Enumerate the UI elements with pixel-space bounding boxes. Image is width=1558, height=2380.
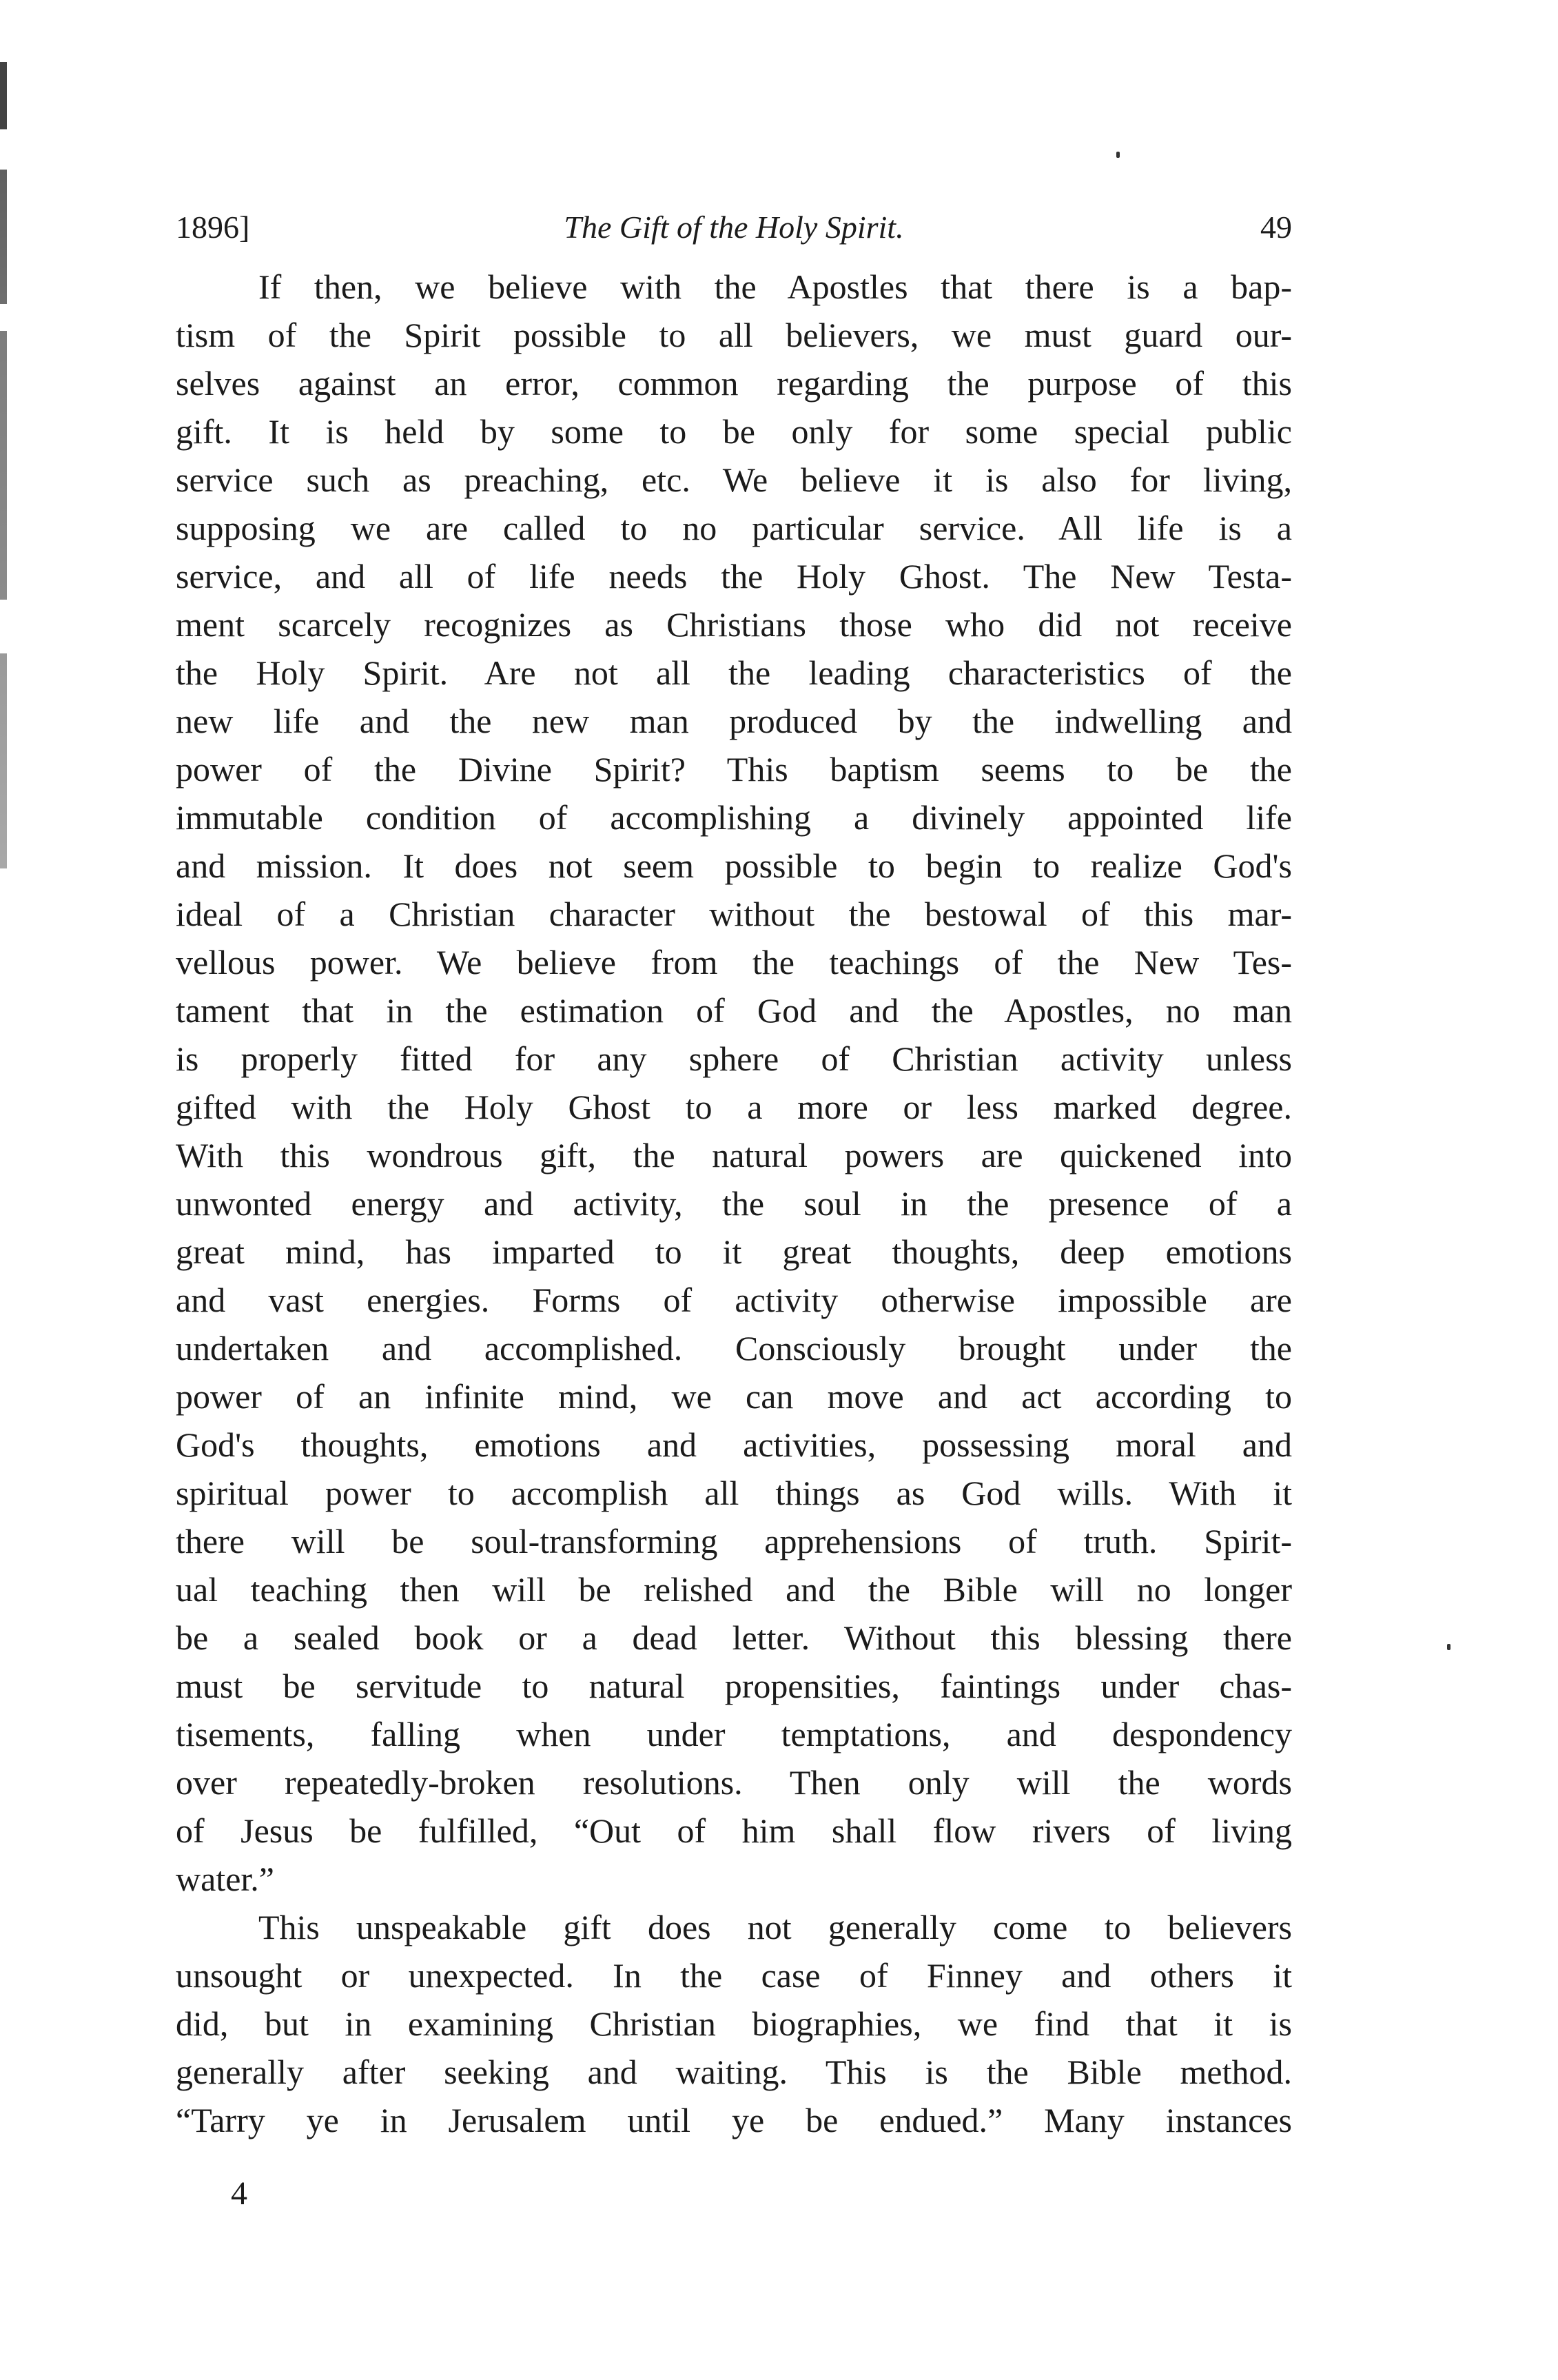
paragraph xyxy=(176,263,1292,1903)
text-line: and mission. It does not seem possible to begin to realize God's xyxy=(176,846,1292,885)
text-line: spiritual power to accomplish all things as God wills. With it xyxy=(176,1474,1292,1512)
page-edge-mark xyxy=(0,62,7,1406)
text-line: must be servitude to natural propensities, faintings under chas- xyxy=(176,1667,1292,1705)
text-line: God's thoughts, emotions and activities, possessing moral and xyxy=(176,1425,1292,1464)
text-line: With this wondrous gift, the natural powers are quickened into xyxy=(176,1136,1292,1174)
body-text xyxy=(176,263,1292,2144)
paper-speck xyxy=(1116,152,1120,158)
text-line: is properly fitted for any sphere of Christian activity unless xyxy=(176,1039,1292,1078)
paragraphs xyxy=(176,263,1292,2144)
text-line: unwonted energy and activity, the soul in the presence of a xyxy=(176,1184,1292,1223)
text-line: service, and all of life needs the Holy Ghost. The New Testa- xyxy=(176,557,1292,596)
text-line: the Holy Spirit. Are not all the leading characteristics of the xyxy=(176,653,1292,692)
text-line: tament that in the estimation of God and the Apostles, no man xyxy=(176,991,1292,1030)
running-header xyxy=(176,196,1292,258)
text-line: and vast energies. Forms of activity otherwise impossible are xyxy=(176,1281,1292,1319)
text-line: power of the Divine Spirit? This baptism seems to be the xyxy=(176,750,1292,789)
text-line: there will be soul-transforming apprehensions of truth. Spirit- xyxy=(176,1522,1292,1560)
book-page xyxy=(176,196,1292,2144)
text-line: “Tarry ye in Jerusalem until ye be endued.” Many instances xyxy=(176,2101,1292,2139)
header-year: 1896] xyxy=(176,210,250,245)
text-line: of Jesus be fulfilled, “Out of him shall flow rivers of living xyxy=(176,1811,1292,1850)
text-line: ideal of a Christian character without the bestowal of this mar- xyxy=(176,895,1292,933)
text-line: tism of the Spirit possible to all believers, we must guard our- xyxy=(176,316,1292,354)
text-line: immutable condition of accomplishing a divinely appointed life xyxy=(176,798,1292,837)
text-line: tisements, falling when under temptations, and despondency xyxy=(176,1715,1292,1753)
text-line: generally after seeking and waiting. This is the Bible method. xyxy=(176,2053,1292,2091)
text-line: ual teaching then will be relished and the Bible will no longer xyxy=(176,1570,1292,1609)
text-line: water.” xyxy=(176,1860,274,1898)
text-line: undertaken and accomplished. Consciously brought under the xyxy=(176,1329,1292,1367)
text-line: great mind, has imparted to it great thoughts, deep emotions xyxy=(176,1232,1292,1271)
text-line: This unspeakable gift does not generally come to believers xyxy=(258,1908,1292,1946)
text-line: ment scarcely recognizes as Christians those who did not receive xyxy=(176,605,1292,644)
text-line: new life and the new man produced by the indwelling and xyxy=(176,702,1292,740)
text-line: If then, we believe with the Apostles that there is a bap- xyxy=(258,267,1292,306)
paragraph xyxy=(176,1903,1292,2144)
text-line: supposing we are called to no particular service. All life is a xyxy=(176,509,1292,547)
paper-speck xyxy=(1447,1644,1451,1650)
signature-mark: 4 xyxy=(231,2175,247,2212)
text-line: selves against an error, common regarding the purpose of this xyxy=(176,364,1292,403)
page-number: 49 xyxy=(1260,210,1292,245)
header-title: The Gift of the Holy Spirit. xyxy=(564,210,904,245)
text-line: power of an infinite mind, we can move and act according to xyxy=(176,1377,1292,1416)
text-line: gifted with the Holy Ghost to a more or less marked degree. xyxy=(176,1088,1292,1126)
text-line: be a sealed book or a dead letter. Without this blessing there xyxy=(176,1618,1292,1657)
text-line: did, but in examining Christian biographies, we find that it is xyxy=(176,2004,1292,2043)
text-line: unsought or unexpected. In the case of Finney and others it xyxy=(176,1956,1292,1995)
text-line: vellous power. We believe from the teachings of the New Tes- xyxy=(176,943,1292,982)
text-line: gift. It is held by some to be only for some special public xyxy=(176,412,1292,451)
text-line: service such as preaching, etc. We believe it is also for living, xyxy=(176,460,1292,499)
text-line: over repeatedly-broken resolutions. Then only will the words xyxy=(176,1763,1292,1802)
